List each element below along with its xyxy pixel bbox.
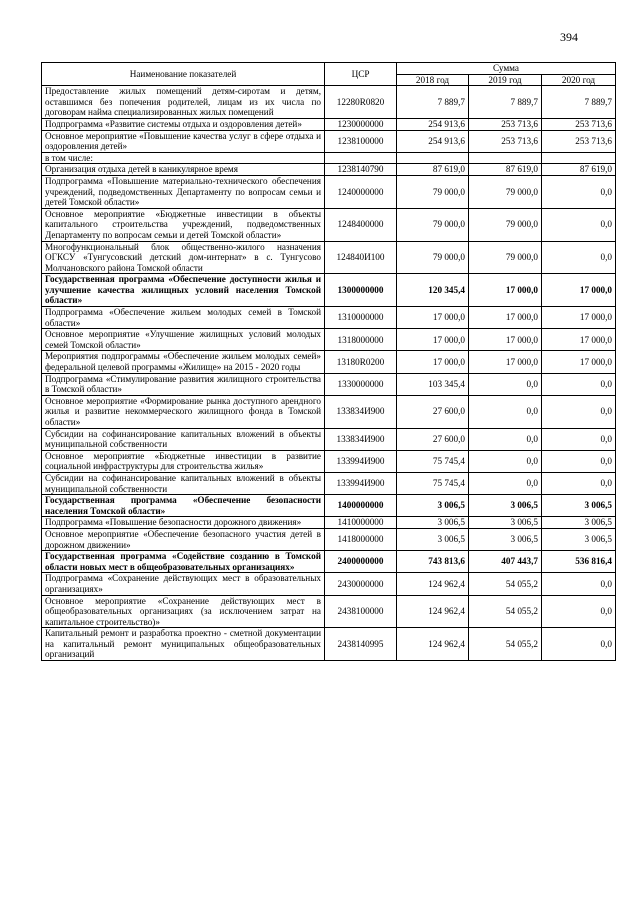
row-value-2019: 3 006,5	[469, 528, 542, 550]
row-value-2020: 0,0	[542, 628, 616, 661]
row-value-2020: 0,0	[542, 573, 616, 595]
row-value-2019: 17 000,0	[469, 351, 542, 373]
row-value-2020	[542, 152, 616, 164]
row-name: Основное мероприятие «Обеспечение безопасного участия детей в дорожном движении»	[42, 528, 325, 550]
row-value-2020: 0,0	[542, 395, 616, 428]
row-value-2018: 17 000,0	[397, 351, 469, 373]
row-value-2018: 27 600,0	[397, 428, 469, 450]
row-code: 1238100000	[325, 130, 397, 152]
row-value-2020: 87 619,0	[542, 164, 616, 176]
row-code: 1318000000	[325, 329, 397, 351]
row-value-2020: 3 006,5	[542, 517, 616, 529]
row-value-2020: 536 816,4	[542, 551, 616, 573]
header-code: ЦСР	[325, 63, 397, 86]
row-value-2018: 17 000,0	[397, 329, 469, 351]
row-value-2020: 0,0	[542, 175, 616, 208]
row-value-2018: 17 000,0	[397, 307, 469, 329]
row-value-2018: 79 000,0	[397, 175, 469, 208]
row-name: Многофункциональный блок общественно-жилого назначения ОГКСУ «Тунгусовский детский дом-интернат» в с. Тунгусово Молчановского района Томской области	[42, 241, 325, 274]
row-name: Основное мероприятие «Улучшение жилищных условий молодых семей Томской области»	[42, 329, 325, 351]
row-code: 133834И900	[325, 428, 397, 450]
row-code: 2438100000	[325, 595, 397, 628]
row-name: Капитальный ремонт и разработка проектно - сметной документации на капитальный ремонт муниципальных общеобразовательных организаций	[42, 628, 325, 661]
row-name: Предоставление жилых помещений детям-сиротам и детям, оставшимся без попечения родителей, лицам из их числа по договорам найма специализированных жилых помещений	[42, 86, 325, 119]
table-row	[42, 307, 616, 329]
row-name: Мероприятия подпрограммы «Обеспечение жильем молодых семей» федеральной целевой программы «Жилище» на 2015 - 2020 годы	[42, 351, 325, 373]
row-code: 1418000000	[325, 528, 397, 550]
table-row	[42, 573, 616, 595]
row-value-2019: 54 055,2	[469, 628, 542, 661]
row-code: 1230000000	[325, 118, 397, 130]
row-code: 2438140995	[325, 628, 397, 661]
row-code: 12280R0820	[325, 86, 397, 119]
row-value-2020: 253 713,6	[542, 118, 616, 130]
table-row	[42, 130, 616, 152]
row-value-2019: 79 000,0	[469, 208, 542, 241]
table-row	[42, 628, 616, 661]
row-code: 1238140790	[325, 164, 397, 176]
row-name: Организация отдыха детей в каникулярное время	[42, 164, 325, 176]
header-year-2019: 2019 год	[469, 74, 542, 86]
row-code: 1410000000	[325, 517, 397, 529]
row-value-2019: 3 006,5	[469, 495, 542, 517]
row-code: 1400000000	[325, 495, 397, 517]
row-code: 133994И900	[325, 450, 397, 472]
row-value-2018: 254 913,6	[397, 118, 469, 130]
row-value-2018: 103 345,4	[397, 373, 469, 395]
table-row	[42, 152, 616, 164]
row-name: Субсидии на софинансирование капитальных вложений в объекты муниципальной собственности	[42, 428, 325, 450]
row-code: 13180R0200	[325, 351, 397, 373]
table-row	[42, 551, 616, 573]
row-value-2020: 0,0	[542, 428, 616, 450]
header-year-2018: 2018 год	[397, 74, 469, 86]
row-name: Подпрограмма «Обеспечение жильем молодых семей в Томской области»	[42, 307, 325, 329]
row-code: 1310000000	[325, 307, 397, 329]
row-value-2018: 79 000,0	[397, 241, 469, 274]
row-code: 133994И900	[325, 472, 397, 494]
row-name: Подпрограмма «Стимулирование развития жилищного строительства в Томской области»	[42, 373, 325, 395]
row-name: Основное мероприятие «Повышение качества услуг в сфере отдыха и оздоровления детей»	[42, 130, 325, 152]
row-value-2018: 3 006,5	[397, 495, 469, 517]
row-value-2019: 407 443,7	[469, 551, 542, 573]
row-value-2019: 54 055,2	[469, 595, 542, 628]
table-row	[42, 450, 616, 472]
table-row	[42, 472, 616, 494]
row-name: Субсидии на софинансирование капитальных вложений в объекты муниципальной собственности	[42, 472, 325, 494]
table-row	[42, 329, 616, 351]
table-row	[42, 495, 616, 517]
table-row	[42, 274, 616, 307]
row-value-2019: 17 000,0	[469, 329, 542, 351]
row-value-2020: 17 000,0	[542, 351, 616, 373]
table-row	[42, 118, 616, 130]
row-name: Основное мероприятие «Бюджетные инвестиции в объекты капитального строительства учреждений, подведомственных Департаменту по вопросам семьи и детей Томской области»	[42, 208, 325, 241]
row-value-2019: 253 713,6	[469, 118, 542, 130]
table-row	[42, 241, 616, 274]
row-code: 1300000000	[325, 274, 397, 307]
table-row	[42, 595, 616, 628]
row-value-2020: 7 889,7	[542, 86, 616, 119]
row-value-2020: 3 006,5	[542, 528, 616, 550]
row-value-2019: 0,0	[469, 395, 542, 428]
row-value-2019: 17 000,0	[469, 307, 542, 329]
row-value-2018: 75 745,4	[397, 450, 469, 472]
row-value-2018: 79 000,0	[397, 208, 469, 241]
row-value-2019: 17 000,0	[469, 274, 542, 307]
row-name: в том числе:	[42, 152, 325, 164]
row-code: 1248400000	[325, 208, 397, 241]
row-value-2019: 79 000,0	[469, 241, 542, 274]
row-value-2018: 3 006,5	[397, 517, 469, 529]
row-value-2019: 0,0	[469, 450, 542, 472]
row-value-2018: 743 813,6	[397, 551, 469, 573]
row-value-2020: 17 000,0	[542, 274, 616, 307]
budget-table	[41, 62, 616, 661]
row-value-2019: 0,0	[469, 472, 542, 494]
table-row	[42, 428, 616, 450]
row-value-2018: 7 889,7	[397, 86, 469, 119]
header-sum: Сумма	[397, 63, 616, 75]
row-value-2018: 87 619,0	[397, 164, 469, 176]
table-row	[42, 86, 616, 119]
table-row	[42, 351, 616, 373]
table-row	[42, 373, 616, 395]
row-value-2018: 254 913,6	[397, 130, 469, 152]
row-name: Подпрограмма «Сохранение действующих мест в образовательных организациях»	[42, 573, 325, 595]
row-value-2019	[469, 152, 542, 164]
row-value-2018: 3 006,5	[397, 528, 469, 550]
table-row	[42, 517, 616, 529]
row-name: Подпрограмма «Развитие системы отдыха и оздоровления детей»	[42, 118, 325, 130]
row-code: 1240000000	[325, 175, 397, 208]
row-name: Основное мероприятие «Бюджетные инвестиции в развитие социальной инфраструктуры для строительства жилья»	[42, 450, 325, 472]
row-value-2018: 124 962,4	[397, 573, 469, 595]
row-name: Основное мероприятие «Формирование рынка доступного арендного жилья и развитие некоммерческого жилищного фонда в Томской области»	[42, 395, 325, 428]
row-value-2018: 124 962,4	[397, 628, 469, 661]
row-name: Государственная программа «Содействие созданию в Томской области новых мест в общеобразовательных организациях»	[42, 551, 325, 573]
row-value-2018: 120 345,4	[397, 274, 469, 307]
row-name: Подпрограмма «Повышение безопасности дорожного движения»	[42, 517, 325, 529]
table-row	[42, 164, 616, 176]
row-name: Основное мероприятие «Сохранение действующих мест в общеобразовательных организациях (за исключением затрат на капитальное строительство)»	[42, 595, 325, 628]
row-value-2019: 54 055,2	[469, 573, 542, 595]
row-name: Государственная программа «Обеспечение доступности жилья и улучшение качества жилищных условий населения Томской области»	[42, 274, 325, 307]
row-value-2020: 3 006,5	[542, 495, 616, 517]
page-number: 394	[560, 30, 578, 44]
row-value-2020: 0,0	[542, 373, 616, 395]
row-value-2019: 3 006,5	[469, 517, 542, 529]
row-code: 1330000000	[325, 373, 397, 395]
table-row	[42, 395, 616, 428]
header-year-2020: 2020 год	[542, 74, 616, 86]
row-value-2020: 0,0	[542, 472, 616, 494]
row-name: Государственная программа «Обеспечение безопасности населения Томской области»	[42, 495, 325, 517]
row-value-2019: 253 713,6	[469, 130, 542, 152]
table-body	[42, 86, 616, 661]
row-value-2020: 253 713,6	[542, 130, 616, 152]
row-code: 2400000000	[325, 551, 397, 573]
row-value-2020: 0,0	[542, 450, 616, 472]
row-value-2018	[397, 152, 469, 164]
row-code: 133834И900	[325, 395, 397, 428]
row-code: 124840И100	[325, 241, 397, 274]
row-code: 2430000000	[325, 573, 397, 595]
row-value-2018: 75 745,4	[397, 472, 469, 494]
row-value-2019: 0,0	[469, 373, 542, 395]
row-value-2018: 27 600,0	[397, 395, 469, 428]
header-name: Наименование показателей	[42, 63, 325, 86]
row-value-2019: 7 889,7	[469, 86, 542, 119]
row-value-2020: 0,0	[542, 241, 616, 274]
row-code	[325, 152, 397, 164]
row-value-2018: 124 962,4	[397, 595, 469, 628]
table-row	[42, 175, 616, 208]
row-name: Подпрограмма «Повышение материально-технического обеспечения учреждений, подведомственных Департаменту по вопросам семьи и детей Томской области»	[42, 175, 325, 208]
table-row	[42, 528, 616, 550]
row-value-2020: 0,0	[542, 595, 616, 628]
row-value-2020: 17 000,0	[542, 307, 616, 329]
row-value-2019: 79 000,0	[469, 175, 542, 208]
row-value-2020: 17 000,0	[542, 329, 616, 351]
row-value-2019: 0,0	[469, 428, 542, 450]
row-value-2020: 0,0	[542, 208, 616, 241]
row-value-2019: 87 619,0	[469, 164, 542, 176]
table-row	[42, 208, 616, 241]
